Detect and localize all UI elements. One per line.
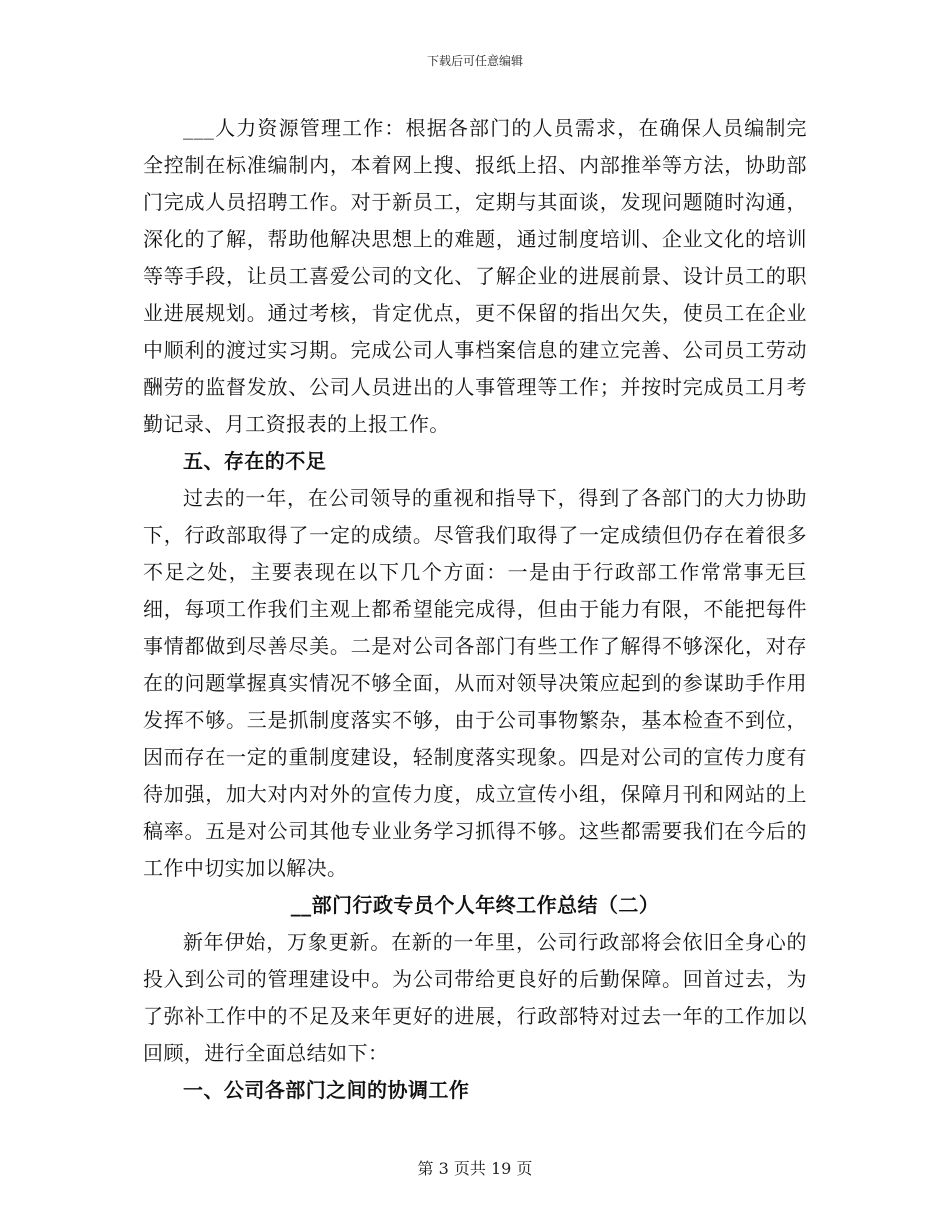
paragraph-shortcomings: 过去的一年，在公司领导的重视和指导下，得到了各部门的大力协助下，行政部取得了一定的成绩。尽管我们取得了一定成绩但仍存在着很多不足之处，主要表现在以下几个方面：一是由于行政部工作常常事无巨细，每项工作我们主观上都希望能完成得，但由于能力有限，不能把每件事情都做到尽善尽美。二是对公司各部门有些工作了解得不够深化，对存在的问题掌握真实情况不够全面，从而对领导决策应起到的参谋助手作用发挥不够。三是抓制度落实不够，由于公司事物繁杂，基本检查不到位，因而存在一定的重制度建设，轻制度落实现象。四是对公司的宣传力度有待加强，加大对内对外的宣传力度，成立宣传小组，保障月刊和网站的上稿率。五是对公司其他专业业务学习抓得不够。这些都需要我们在今后的工作中切实加以解决。	[143, 486, 807, 880]
paragraph-hr-management: ___人力资源管理工作：根据各部门的人员需求，在确保人员编制完全控制在标准编制内，本着网上搜、报纸上招、内部推举等方法，协助部门完成人员招聘工作。对于新员工，定期与其面谈，发现问题随时沟通，深化的了解，帮助他解决思想上的难题，通过制度培训、企业文化的培训等等手段，让员工喜爱公司的文化、了解企业的进展前景、设计员工的职业进展规划。通过考核，肯定优点，更不保留的指出欠失，使员工在企业中顺利的渡过实习期。完成公司人事档案信息的建立完善、公司员工劳动酬劳的监督发放、公司人员进出的人事管理等工作；并按时完成员工月考勤记录、月工资报表的上报工作。	[143, 116, 807, 436]
document-body	[143, 110, 807, 1109]
section-heading-coordination: 一、公司各部门之间的协调工作	[183, 1078, 470, 1102]
paragraph-introduction: 新年伊始，万象更新。在新的一年里，公司行政部将会依旧全身心的投入到公司的管理建设中。为公司带给更良好的后勤保障。回首过去，为了弥补工作中的不足及来年更好的进展，行政部特对过去一年的工作加以回顾，进行全面总结如下：	[143, 930, 807, 1065]
document-title-part-two: __部门行政专员个人年终工作总结（二）	[290, 893, 660, 917]
section-heading-shortcomings: 五、存在的不足	[183, 449, 327, 473]
page-footer: 第 3 页共 19 页	[417, 1159, 533, 1178]
page-header: 下载后可任意编辑	[426, 54, 523, 68]
